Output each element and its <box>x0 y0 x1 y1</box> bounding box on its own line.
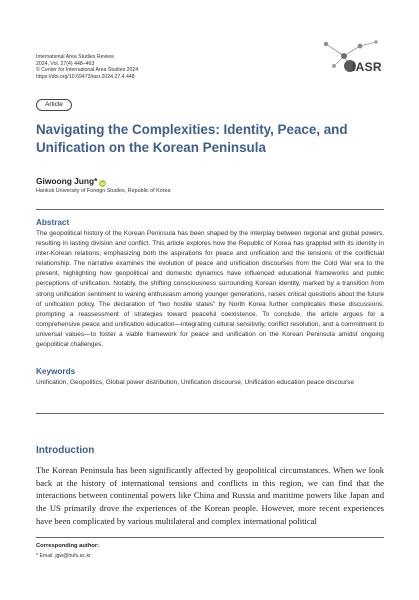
journal-name: International Area Studies Review <box>36 54 114 60</box>
author-affiliation: Hankuk University of Foreign Studies, Republic of Korea <box>36 188 171 194</box>
author-name: Giwoong Jung* <box>36 176 98 186</box>
orcid-icon[interactable]: iD <box>100 181 105 186</box>
author-line <box>36 176 106 187</box>
journal-doi[interactable]: https://doi.org/10.69473/iasr.2024.27.4.448 <box>36 73 135 80</box>
section-divider <box>36 209 384 210</box>
article-title: Navigating the Complexities: Identity, Peace, and Unification on the Korean Peninsula <box>36 122 348 155</box>
introduction-heading: Introduction <box>36 445 95 456</box>
abstract-text: The geopolitical history of the Korean Peninsula has been shaped by the interplay between regional and global powers, resulting in lasting division and conflict. This article explores how the Republic of Korea has grappled with its identity in inter-Korean relations, emphasizing both the aspirations for peace and unification and the tensions of the conflictual relationship. The narrative examines the evolution of peace and unification discourses from the Cold War era to the present, highlighting how geopolitical and domestic dynamics have influenced educational frameworks and public perceptions of unification. Notably, the shifting consciousness surrounding Korean identity, marked by a transition from strong unification sentiment to waning enthusiasm among younger generations, raises critical questions about the future of unification policy. The declaration of “two hostile states” by North Korea further complicates these discussions, prompting a reassessment of strategies toward peaceful coexistence. To conclude, the article argues for a comprehensive peace and unification education—integrating cultural sensitivity, conflict resolution, and a commitment to universal values—to foster a viable framework for peace and unification on the Korean Peninsula amidst ongoing geopolitical challenges. <box>36 230 384 349</box>
keywords-heading: Keywords <box>36 367 76 376</box>
section-divider <box>36 413 384 414</box>
journal-info <box>36 54 138 80</box>
journal-volume: 2024, Vol. 27(4) 448–463 <box>36 60 95 67</box>
journal-copyright: © Center for International Area Studies 2024 <box>36 67 139 74</box>
corresponding-author-label: Corresponding author: <box>36 543 100 549</box>
article-type-badge: Article <box>36 99 72 111</box>
introduction-text: The Korean Peninsula has been significantly affected by geopolitical circumstances. When we look back at the history of international tensions and conflicts in this region, we can find that the interactions between continental powers like China and Russia and maritime powers like Japan and the US primarily drove the experiences of the Korean people. However, more recent experiences have been complicated by various multilateral and complex international political <box>36 465 384 526</box>
corresponding-author-email[interactable]: * Email. jgw@hufs.ac.kr <box>36 553 91 559</box>
iasr-logo-text: IASR <box>352 60 382 74</box>
abstract-heading: Abstract <box>36 218 70 227</box>
footnote-divider <box>36 537 384 538</box>
keywords-text: Unification, Geopolitics, Global power distribution, Unification discourse, Unification education peace discourse <box>36 379 354 386</box>
